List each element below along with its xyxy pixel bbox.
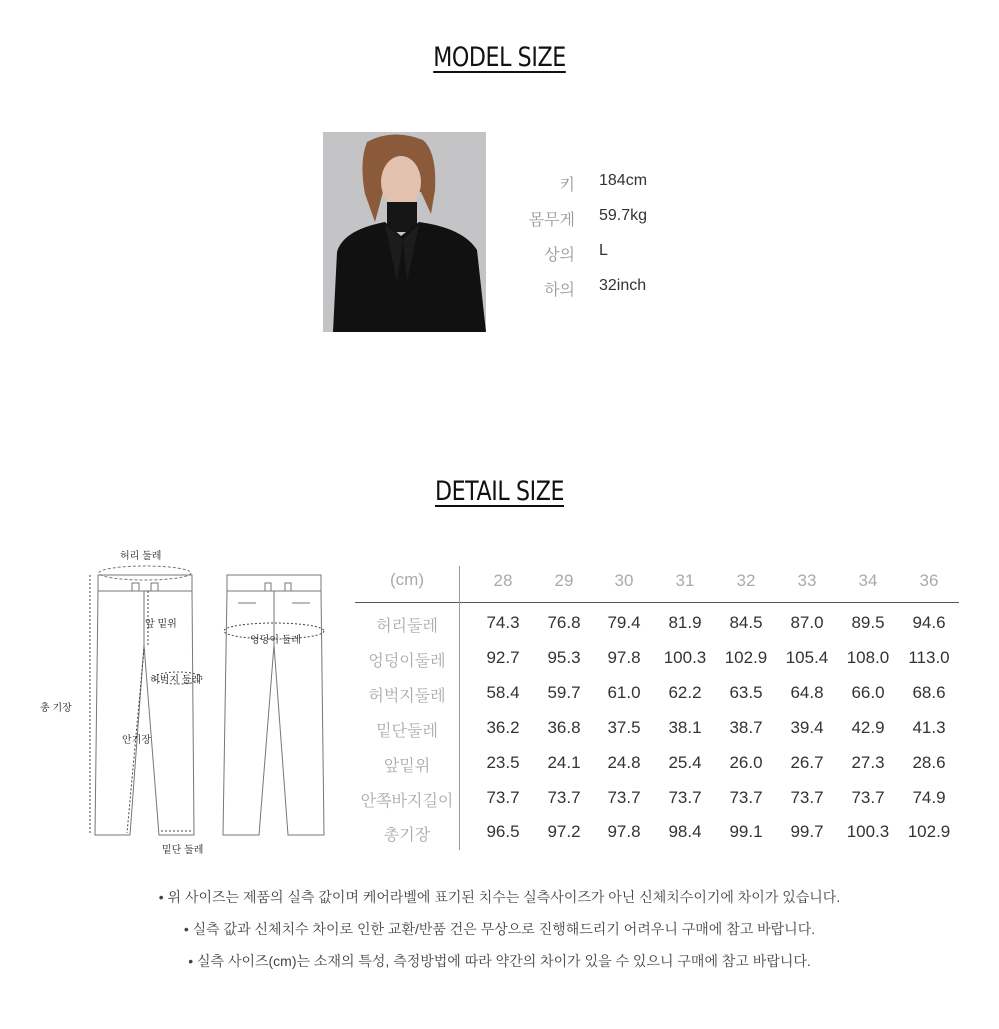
table-cell: 28.6 [912, 753, 946, 772]
size-header: 34 [858, 571, 878, 590]
table-row-label: 안쪽바지길이 [360, 793, 454, 810]
table-cell: 100.3 [846, 822, 890, 841]
size-header: 28 [493, 571, 513, 590]
table-cell: 81.9 [668, 613, 702, 632]
table-cell: 73.7 [668, 788, 702, 807]
table-cell: 79.4 [607, 613, 641, 632]
table-cell: 108.0 [846, 648, 890, 667]
table-cell: 38.1 [668, 718, 702, 737]
table-cell: 64.8 [790, 683, 824, 702]
table-cell: 66.0 [851, 683, 885, 702]
diagram-inseam-label: 안기장 [122, 735, 151, 746]
note-3: • 실측 사이즈(cm)는 소재의 특성, 측정방법에 따라 약간의 차이가 있을 수 있으니 구매에 참고 바랍니다. [188, 953, 811, 969]
table-cell: 63.5 [729, 683, 763, 702]
table-cell: 84.5 [729, 613, 763, 632]
table-cell: 37.5 [607, 718, 641, 737]
table-cell: 98.4 [668, 822, 702, 841]
bottom-size-value: 32inch [599, 277, 647, 294]
table-cell: 102.9 [724, 648, 768, 667]
table-cell: 73.7 [851, 788, 885, 807]
diagram-hip-label: 엉덩이 둘레 [250, 635, 302, 646]
table-cell: 23.5 [486, 753, 520, 772]
table-cell: 27.3 [851, 753, 885, 772]
table-cell: 95.3 [547, 648, 581, 667]
table-row-label: 앞밑위 [383, 758, 431, 775]
table-cell: 73.7 [790, 788, 824, 807]
table-cell: 74.9 [912, 788, 946, 807]
table-cell: 25.4 [668, 753, 702, 772]
table-cell: 73.7 [486, 788, 520, 807]
top-size-value: L [599, 242, 608, 259]
table-unit: (cm) [390, 570, 424, 589]
height-value: 184cm [599, 172, 648, 189]
model-size-title: MODEL SIZE [433, 42, 566, 73]
diagram-thigh-label: 허벅지 둘레 [150, 675, 202, 686]
table-cell: 73.7 [547, 788, 581, 807]
table-cell: 36.2 [486, 718, 520, 737]
table-row-label: 밑단둘레 [376, 723, 438, 740]
table-cell: 38.7 [729, 718, 763, 737]
table-cell: 87.0 [790, 613, 824, 632]
height-label: 키 [559, 177, 575, 194]
table-cell: 97.2 [547, 822, 581, 841]
note-2: • 실측 값과 신체치수 차이로 인한 교환/반품 건은 무상으로 진행해드리기 어려우니 구매에 참고 바랍니다. [183, 921, 816, 937]
table-cell: 73.7 [729, 788, 763, 807]
table-cell: 113.0 [908, 648, 950, 667]
table-cell: 94.6 [912, 613, 946, 632]
table-cell: 89.5 [851, 613, 885, 632]
table-cell: 96.5 [486, 822, 520, 841]
table-row-label: 허벅지둘레 [368, 688, 446, 705]
table-cell: 97.8 [607, 822, 641, 841]
size-header: 30 [614, 571, 634, 590]
diagram-waist-label: 허리 둘레 [120, 551, 162, 562]
table-cell: 92.7 [486, 648, 520, 667]
weight-value: 59.7kg [599, 207, 648, 224]
detail-size-title: DETAIL SIZE [434, 476, 565, 507]
size-header: 36 [919, 571, 939, 590]
weight-label: 몸무게 [528, 212, 575, 229]
table-cell: 73.7 [607, 788, 641, 807]
table-cell: 99.7 [790, 822, 824, 841]
table-cell: 24.1 [547, 753, 581, 772]
table-cell: 76.8 [547, 613, 581, 632]
table-cell: 41.3 [912, 718, 946, 737]
table-cell: 102.9 [907, 822, 951, 841]
table-cell: 59.7 [547, 683, 581, 702]
table-cell: 26.7 [790, 753, 824, 772]
size-header: 29 [554, 571, 574, 590]
diagram-hem-label: 밑단 둘레 [162, 845, 204, 856]
diagram-front-rise-label: 앞 밑위 [145, 619, 177, 630]
top-size-label: 상의 [544, 247, 575, 264]
size-header: 33 [797, 571, 817, 590]
size-header: 31 [675, 571, 695, 590]
table-cell: 42.9 [851, 718, 885, 737]
table-row-label: 허리둘레 [376, 618, 438, 635]
table-cell: 99.1 [729, 822, 763, 841]
table-cell: 97.8 [607, 648, 641, 667]
table-cell: 62.2 [668, 683, 702, 702]
table-cell: 61.0 [607, 683, 641, 702]
table-cell: 36.8 [547, 718, 581, 737]
table-cell: 24.8 [607, 753, 641, 772]
table-row-label: 총기장 [383, 827, 431, 844]
bottom-size-label: 하의 [544, 282, 575, 299]
size-header: 32 [736, 571, 756, 590]
note-1: • 위 사이즈는 제품의 실측 값이며 케어라벨에 표기된 치수는 실측사이즈가 아닌 신체치수이기에 차이가 있습니다. [158, 889, 841, 905]
table-cell: 74.3 [486, 613, 520, 632]
table-row-label: 엉덩이둘레 [368, 653, 446, 670]
table-cell: 68.6 [912, 683, 946, 702]
table-cell: 100.3 [663, 648, 707, 667]
table-cell: 39.4 [790, 718, 824, 737]
table-cell: 105.4 [785, 648, 829, 667]
table-cell: 58.4 [486, 683, 520, 702]
table-cell: 26.0 [729, 753, 763, 772]
diagram-total-length-label: 총 기장 [40, 703, 72, 714]
